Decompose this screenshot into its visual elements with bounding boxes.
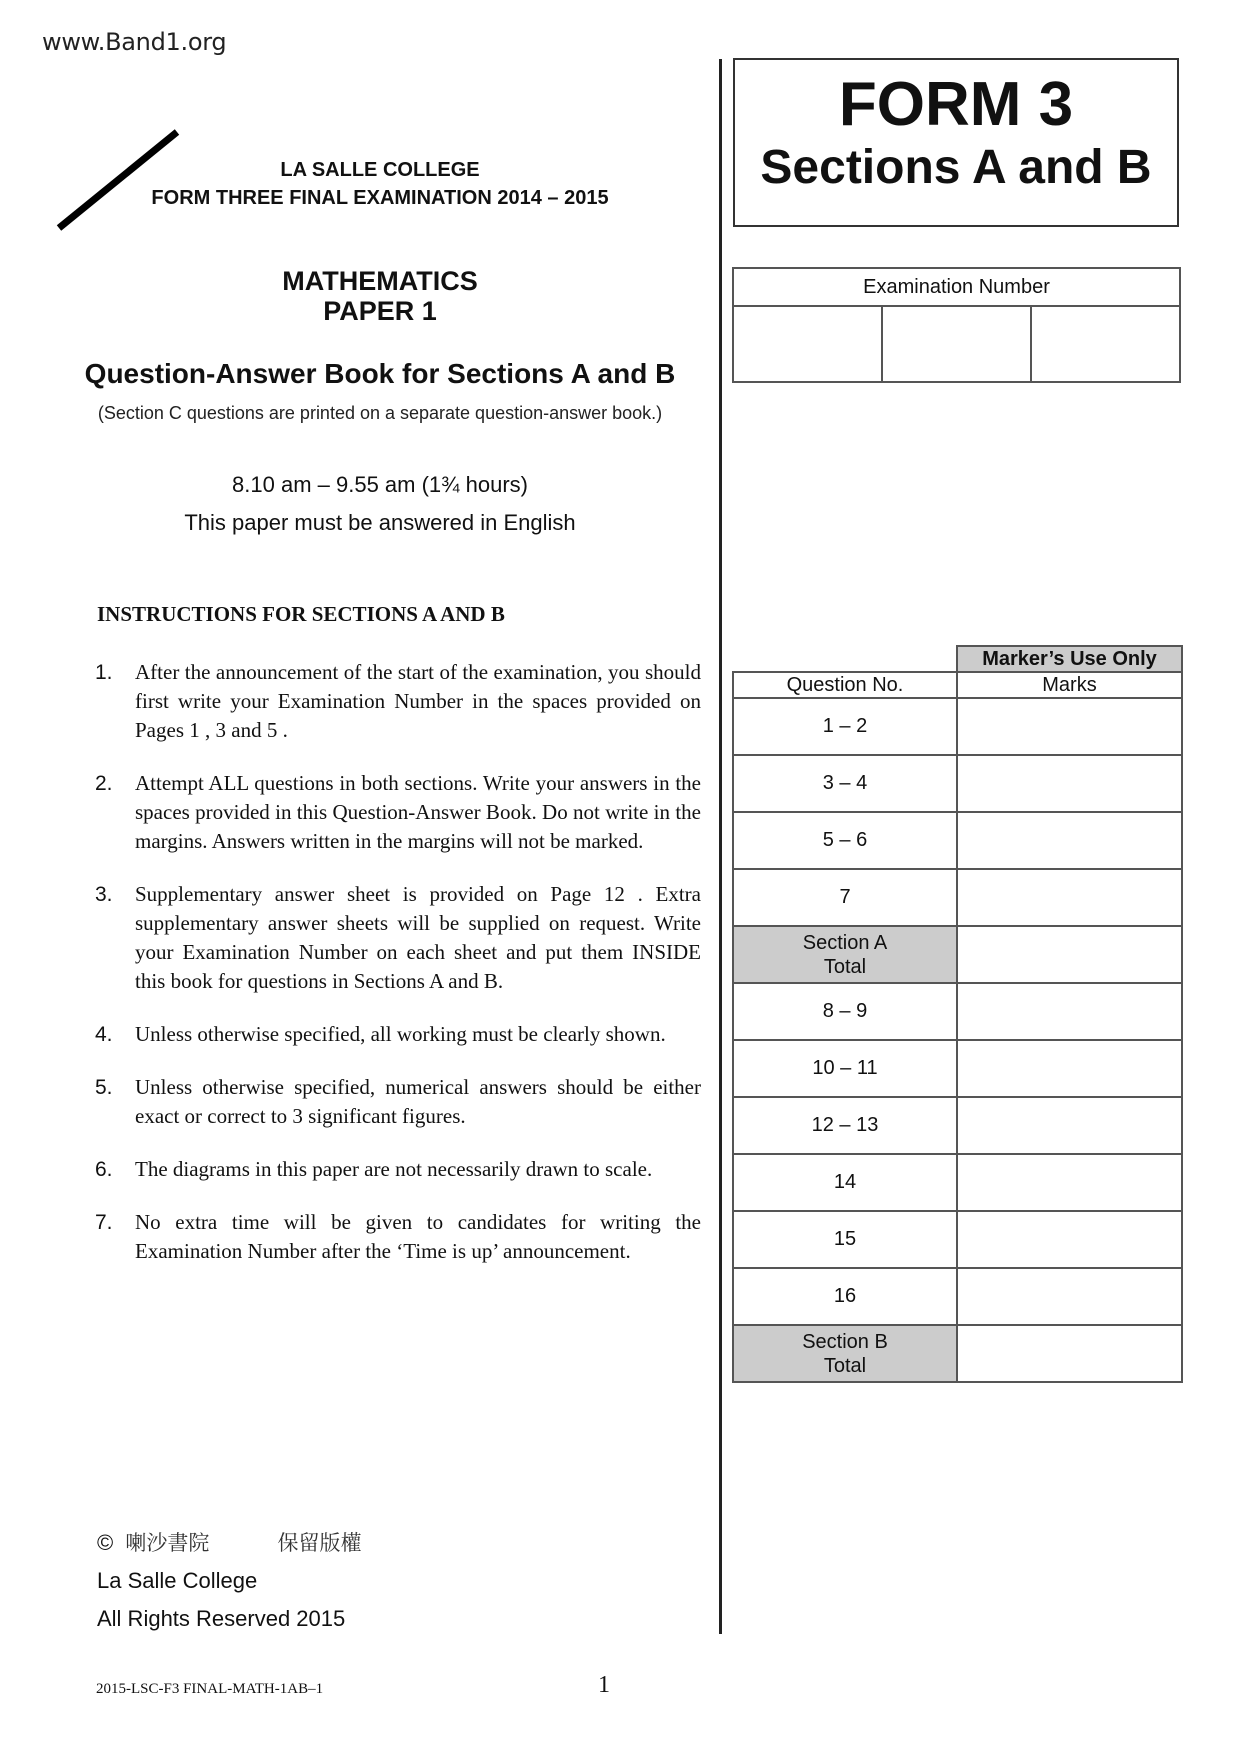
- instruction-item: [95, 769, 701, 856]
- instruction-text: Unless otherwise specified, all working must be clearly shown.: [135, 1022, 666, 1046]
- marks-cell[interactable]: [957, 1211, 1182, 1268]
- total-label: Total: [823, 955, 867, 978]
- marks-cell[interactable]: [957, 1040, 1182, 1097]
- chinese-rights-reserved: 保留版權: [277, 1531, 362, 1555]
- section-total-label: [733, 1325, 957, 1382]
- form-subtitle: Sections A and B: [760, 141, 1152, 194]
- section-total-label: [733, 926, 957, 983]
- section-label: Section A: [802, 931, 888, 954]
- instruction-number: 1.: [95, 661, 113, 684]
- exam-number-cell-3[interactable]: [1031, 306, 1180, 382]
- marks-cell[interactable]: [957, 755, 1182, 812]
- form-box: [733, 58, 1179, 227]
- page-number: 1: [598, 1672, 610, 1698]
- marker-use-only-header: Marker’s Use Only: [957, 646, 1182, 672]
- exam-number-cell-2[interactable]: [882, 306, 1031, 382]
- instruction-item: [95, 1020, 701, 1049]
- marks-cell[interactable]: [957, 926, 1182, 983]
- instruction-number: 4.: [95, 1023, 113, 1046]
- question-row: [733, 1097, 1182, 1154]
- total-label: Total: [823, 1354, 867, 1377]
- instruction-item: [95, 658, 701, 745]
- instruction-item: [95, 880, 701, 996]
- exam-number-cell-1[interactable]: [733, 306, 882, 382]
- form-title: FORM 3: [838, 70, 1074, 139]
- question-number: 3 – 4: [733, 755, 957, 812]
- question-row: [733, 698, 1182, 755]
- marks-cell[interactable]: [957, 1268, 1182, 1325]
- section-label: Section B: [802, 1330, 888, 1353]
- examination-number-table: [732, 267, 1181, 383]
- question-number: 14: [733, 1154, 957, 1211]
- paper-number: PAPER 1: [323, 296, 437, 326]
- question-row: [733, 983, 1182, 1040]
- marks-cell[interactable]: [957, 1325, 1182, 1382]
- question-row: [733, 755, 1182, 812]
- question-number: 1 – 2: [733, 698, 957, 755]
- marks-table-spacer: [733, 646, 957, 672]
- copyright-name: La Salle College: [97, 1568, 258, 1593]
- instruction-text: Unless otherwise specified, numerical answers should be either exact or correct to 3 significant figures.: [135, 1075, 701, 1128]
- watermark-text: www.Band1.org: [42, 28, 227, 56]
- question-number: 10 – 11: [733, 1040, 957, 1097]
- subject-header: [130, 266, 630, 326]
- chinese-school-name: 喇沙書院: [125, 1531, 210, 1555]
- exam-time-block: [40, 466, 720, 542]
- copyright-symbol: ©: [97, 1530, 114, 1555]
- instruction-text: No extra time will be given to candidates for writing the Examination Number after the ‘Time is up’ announcement.: [135, 1210, 701, 1263]
- marks-cell[interactable]: [957, 812, 1182, 869]
- question-row: [733, 1268, 1182, 1325]
- copyright-rights: All Rights Reserved 2015: [97, 1606, 346, 1631]
- question-row: [733, 1211, 1182, 1268]
- school-header: [130, 156, 630, 212]
- question-number: 7: [733, 869, 957, 926]
- section-total-row: [733, 926, 1182, 983]
- question-no-header: Question No.: [733, 672, 957, 698]
- marks-table: [732, 645, 1183, 1383]
- vertical-divider: [719, 59, 722, 1634]
- marks-cell[interactable]: [957, 698, 1182, 755]
- instruction-text: Supplementary answer sheet is provided on Page 12 . Extra supplementary answer sheets will be supplied on request. Write your Examination Number on each sheet and put them INSIDE this book for questions in Sections A and B.: [135, 882, 701, 993]
- instruction-number: 6.: [95, 1158, 113, 1181]
- exam-name: FORM THREE FINAL EXAMINATION 2014 – 2015: [151, 187, 609, 209]
- instruction-text: After the announcement of the start of the examination, you should first write your Examination Number in the spaces provided on Pages 1 , 3 and 5 .: [135, 660, 701, 742]
- book-note: (Section C questions are printed on a separate question-answer book.): [97, 403, 663, 423]
- subject-title: MATHEMATICS: [282, 266, 478, 296]
- school-name: LA SALLE COLLEGE: [280, 159, 480, 181]
- marks-cell[interactable]: [957, 983, 1182, 1040]
- question-row: [733, 812, 1182, 869]
- question-number: 15: [733, 1211, 957, 1268]
- language-note: This paper must be answered in English: [184, 510, 576, 535]
- instructions-list: [95, 658, 701, 1290]
- instruction-number: 2.: [95, 772, 113, 795]
- instruction-text: Attempt ALL questions in both sections. Write your answers in the spaces provided in this Question-Answer Book. Do not write in the margins. Answers written in the margins will not be marked.: [135, 771, 701, 853]
- instruction-item: [95, 1155, 701, 1184]
- question-number: 8 – 9: [733, 983, 957, 1040]
- section-total-row: [733, 1325, 1182, 1382]
- marks-cell[interactable]: [957, 869, 1182, 926]
- instruction-item: [95, 1073, 701, 1131]
- instructions-heading: INSTRUCTIONS FOR SECTIONS A AND B: [97, 602, 505, 626]
- instruction-number: 7.: [95, 1211, 113, 1234]
- instruction-number: 5.: [95, 1076, 113, 1099]
- marks-header: Marks: [957, 672, 1182, 698]
- marks-table-body: [733, 698, 1182, 1382]
- instruction-text: The diagrams in this paper are not necessarily drawn to scale.: [135, 1157, 653, 1181]
- question-number: 16: [733, 1268, 957, 1325]
- exam-time: 8.10 am – 9.55 am (1¾ hours): [232, 472, 528, 497]
- question-row: [733, 1040, 1182, 1097]
- question-number: 12 – 13: [733, 1097, 957, 1154]
- examination-number-label: Examination Number: [733, 268, 1180, 306]
- question-row: [733, 1154, 1182, 1211]
- copyright-chinese-line: [97, 1524, 361, 1562]
- instruction-number: 3.: [95, 883, 113, 906]
- footer-code: 2015-LSC-F3 FINAL-MATH-1AB–1: [96, 1681, 324, 1697]
- marks-cell[interactable]: [957, 1154, 1182, 1211]
- instruction-item: [95, 1208, 701, 1266]
- question-number: 5 – 6: [733, 812, 957, 869]
- copyright-block: [97, 1524, 361, 1638]
- question-row: [733, 869, 1182, 926]
- book-title: Question-Answer Book for Sections A and B: [84, 358, 676, 389]
- marks-cell[interactable]: [957, 1097, 1182, 1154]
